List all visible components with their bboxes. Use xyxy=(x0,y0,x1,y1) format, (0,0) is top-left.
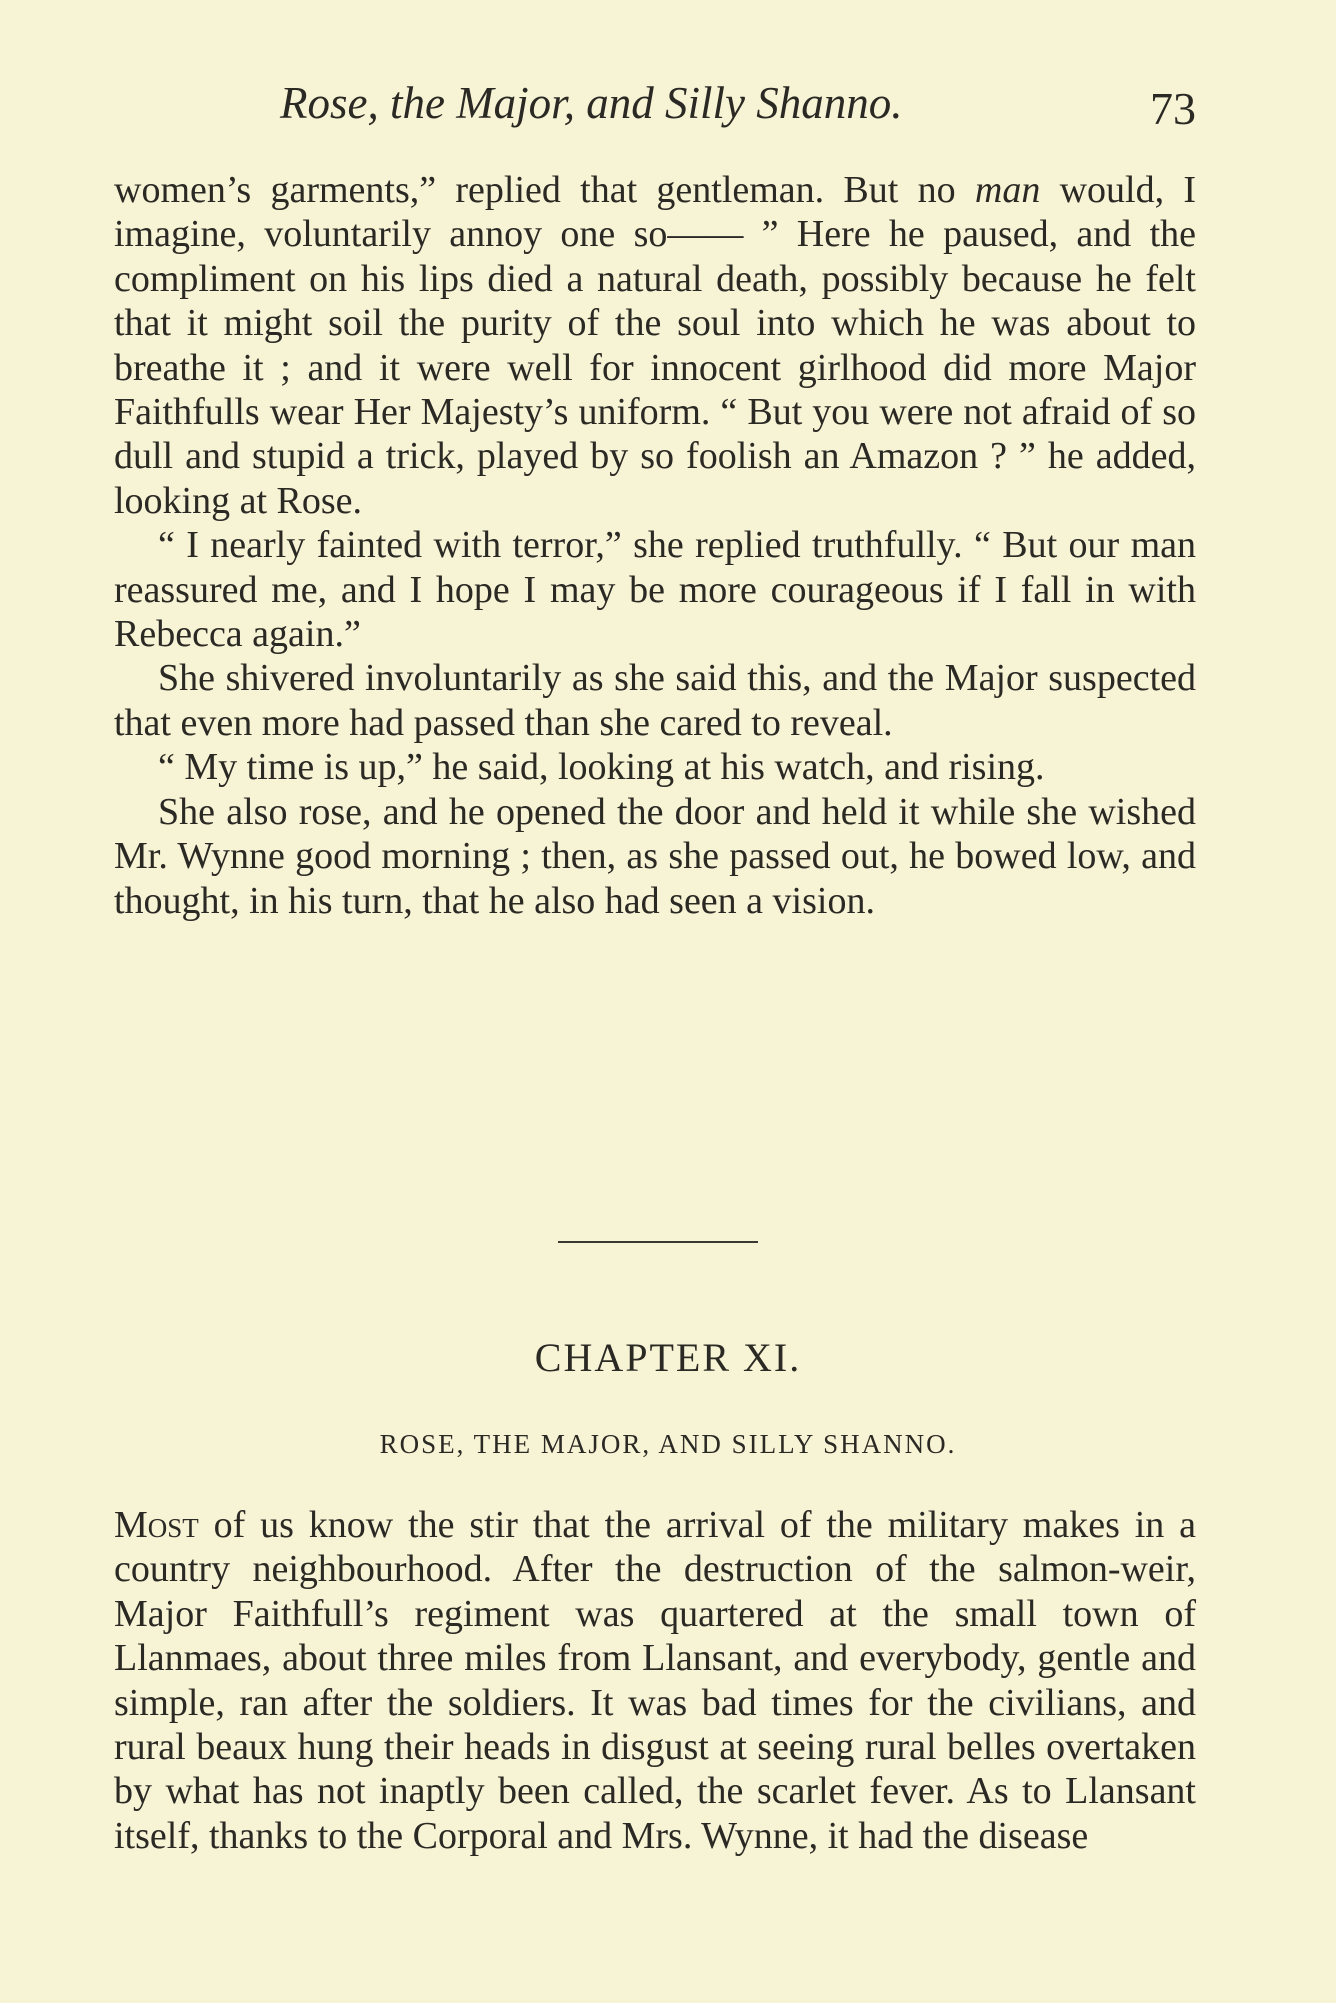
paragraph-text: women’s garments,” replied that gentleman. But no xyxy=(114,169,975,211)
paragraph-text: would, I imagine, voluntarily annoy one so—— ” Here he paused, and the compliment on his lips died a natural death, possibly because he felt that it might soil the purity of the soul into which he was about to breathe it ; and it were well for innocent girlhood did more Major Faithfulls wear Her Majesty’s uniform. “ But you were not afraid of so dull and stupid a trick, played by so foolish an Amazon ? ” he added, looking at Rose. xyxy=(114,169,1197,522)
emphasis-text: man xyxy=(974,169,1041,211)
running-title: Rose, the Major, and Silly Shanno. xyxy=(280,78,903,128)
section-divider xyxy=(558,1241,758,1243)
paragraph-text: of us know the stir that the arrival of the military makes in a country neighbourhood. After the destruction of the salmon-weir, Major Faithfull’s regiment was quartered at the small town of Llanmaes, about three miles from Llansant, and everybody, gentle and simple, ran after the soldiers. It was bad times for the civilians, and rural beaux hung their heads in disgust at seeing rural belles overtaken by what has not inaptly been called, the scarlet fever. As to Llansant itself, thanks to the Corporal and Mrs. Wynne, it had the disease xyxy=(114,1504,1196,1857)
paragraph: “ I nearly fainted with terror,” she replied truthfully. “ But our man reassured me, and I hope I may be more courageous if I fall in with Rebecca again.” xyxy=(114,524,1196,656)
page-number: 73 xyxy=(1150,83,1196,134)
chapter-heading: CHAPTER XI. xyxy=(534,1335,802,1380)
paragraph: “ My time is up,” he said, looking at his watch, and rising. xyxy=(158,746,1045,789)
chapter-text xyxy=(114,1503,1196,1858)
opening-word: Most xyxy=(114,1504,199,1546)
paragraph: She shivered involuntarily as she said this, and the Major suspected that even more had passed than she cared to reveal. xyxy=(114,657,1196,744)
paragraph xyxy=(114,168,1196,523)
paragraph xyxy=(114,1503,1196,1858)
paragraph: She also rose, and he opened the door and held it while she wished Mr. Wynne good morning ; then, as she passed out, he bowed low, and thought, in his turn, that he also had seen a vision. xyxy=(114,790,1196,922)
running-head xyxy=(260,68,1260,138)
chapter-subtitle: ROSE, THE MAJOR, AND SILLY SHANNO. xyxy=(379,1429,957,1459)
continued-text xyxy=(114,168,1196,923)
